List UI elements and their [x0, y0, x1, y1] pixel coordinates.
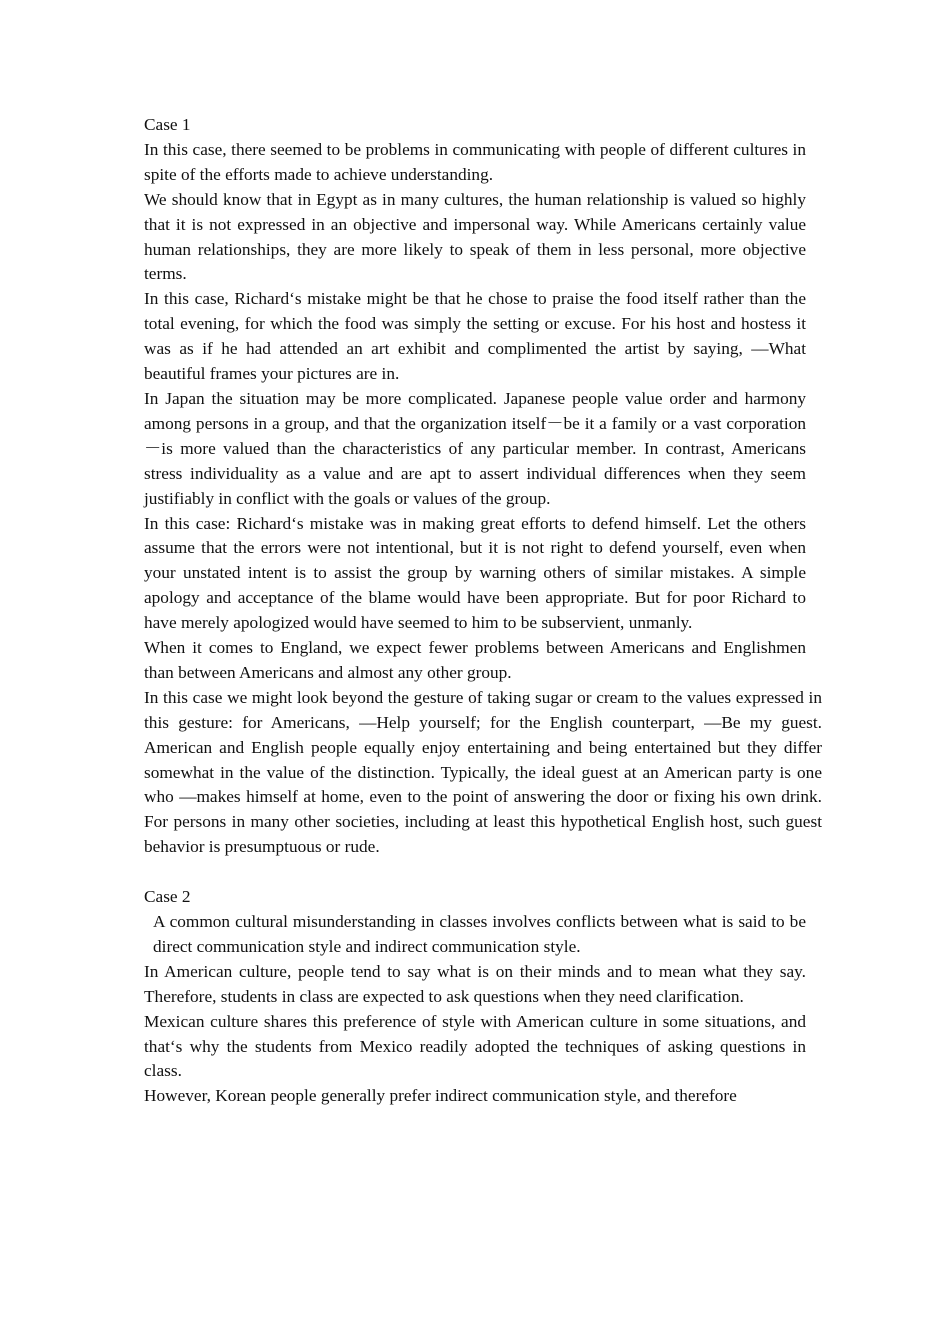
case-2-paragraph-1: A common cultural misunderstanding in classes involves conflicts between what is said to be direct communication style and indirect communication style.	[153, 911, 806, 956]
case-2-paragraph-4: However, Korean people generally prefer indirect communication style, and therefore	[144, 1086, 737, 1106]
case-1-paragraph-2: We should know that in Egypt as in many cultures, the human relationship is valued so highly that it is not expressed in an objective and impersonal way. While Americans certainly value human relationships, they are more likely to speak of them in less personal, more objective terms.	[144, 189, 806, 284]
section-spacer	[144, 860, 806, 885]
case-1-paragraph-5: In this case: Richard‘s mistake was in making great efforts to defend himself. Let the others assume that the errors were not intentional, but it is not right to defend yourself, even when your unstated intent is to assist the group by warning others of similar mistakes. A simple apology and acceptance of the blame would have been appropriate. But for poor Richard to have merely apologized would have seemed to him to be subservient, unmanly.	[144, 513, 806, 633]
document-page	[144, 113, 822, 1109]
case-1-paragraph-7: In this case we might look beyond the gesture of taking sugar or cream to the values expressed in this gesture: for Americans, ―Help yourself; for the English counterpart, ―Be my guest. American and English people equally enjoy entertaining and being entertained but they differ somewhat in the value of the distinction. Typically, the ideal guest at an American party is one who ―makes himself at home, even to the point of answering the door or fixing his own drink. For persons in many other societies, including at least this hypothetical English host, such guest behavior is presumptuous or rude.	[144, 687, 822, 857]
case-1-paragraph-1: In this case, there seemed to be problems in communicating with people of different cultures in spite of the efforts made to achieve understanding.	[144, 139, 806, 184]
case-1-heading: Case 1	[144, 115, 191, 134]
case-1-paragraph-6: When it comes to England, we expect fewer problems between Americans and Englishmen than between Americans and almost any other group.	[144, 638, 806, 682]
case-2-paragraph-3: Mexican culture shares this preference of style with American culture in some situations, and that‘s why the students from Mexico readily adopted the techniques of asking questions in class.	[144, 1011, 806, 1081]
case-2-heading: Case 2	[144, 887, 191, 907]
case-1-paragraph-4: In Japan the situation may be more complicated. Japanese people value order and harmony among persons in a group, and that the organization itself－be it a family or a vast corporation－is more valued than the characteristics of any particular member. In contrast, Americans stress individuality as a value and are apt to assert individual differences when they seem justifiably in conflict with the goals or values of the group.	[144, 388, 806, 508]
case-2-paragraph-2: In American culture, people tend to say what is on their minds and to mean what they say. Therefore, students in class are expected to ask questions when they need clarification.	[144, 961, 806, 1006]
case-1-paragraph-3: In this case, Richard‘s mistake might be that he chose to praise the food itself rather than the total evening, for which the food was simply the setting or excuse. For his host and hostess it was as if he had attended an art exhibit and complimented the artist by saying, ―What beautiful frames your pictures are in.	[144, 289, 806, 384]
